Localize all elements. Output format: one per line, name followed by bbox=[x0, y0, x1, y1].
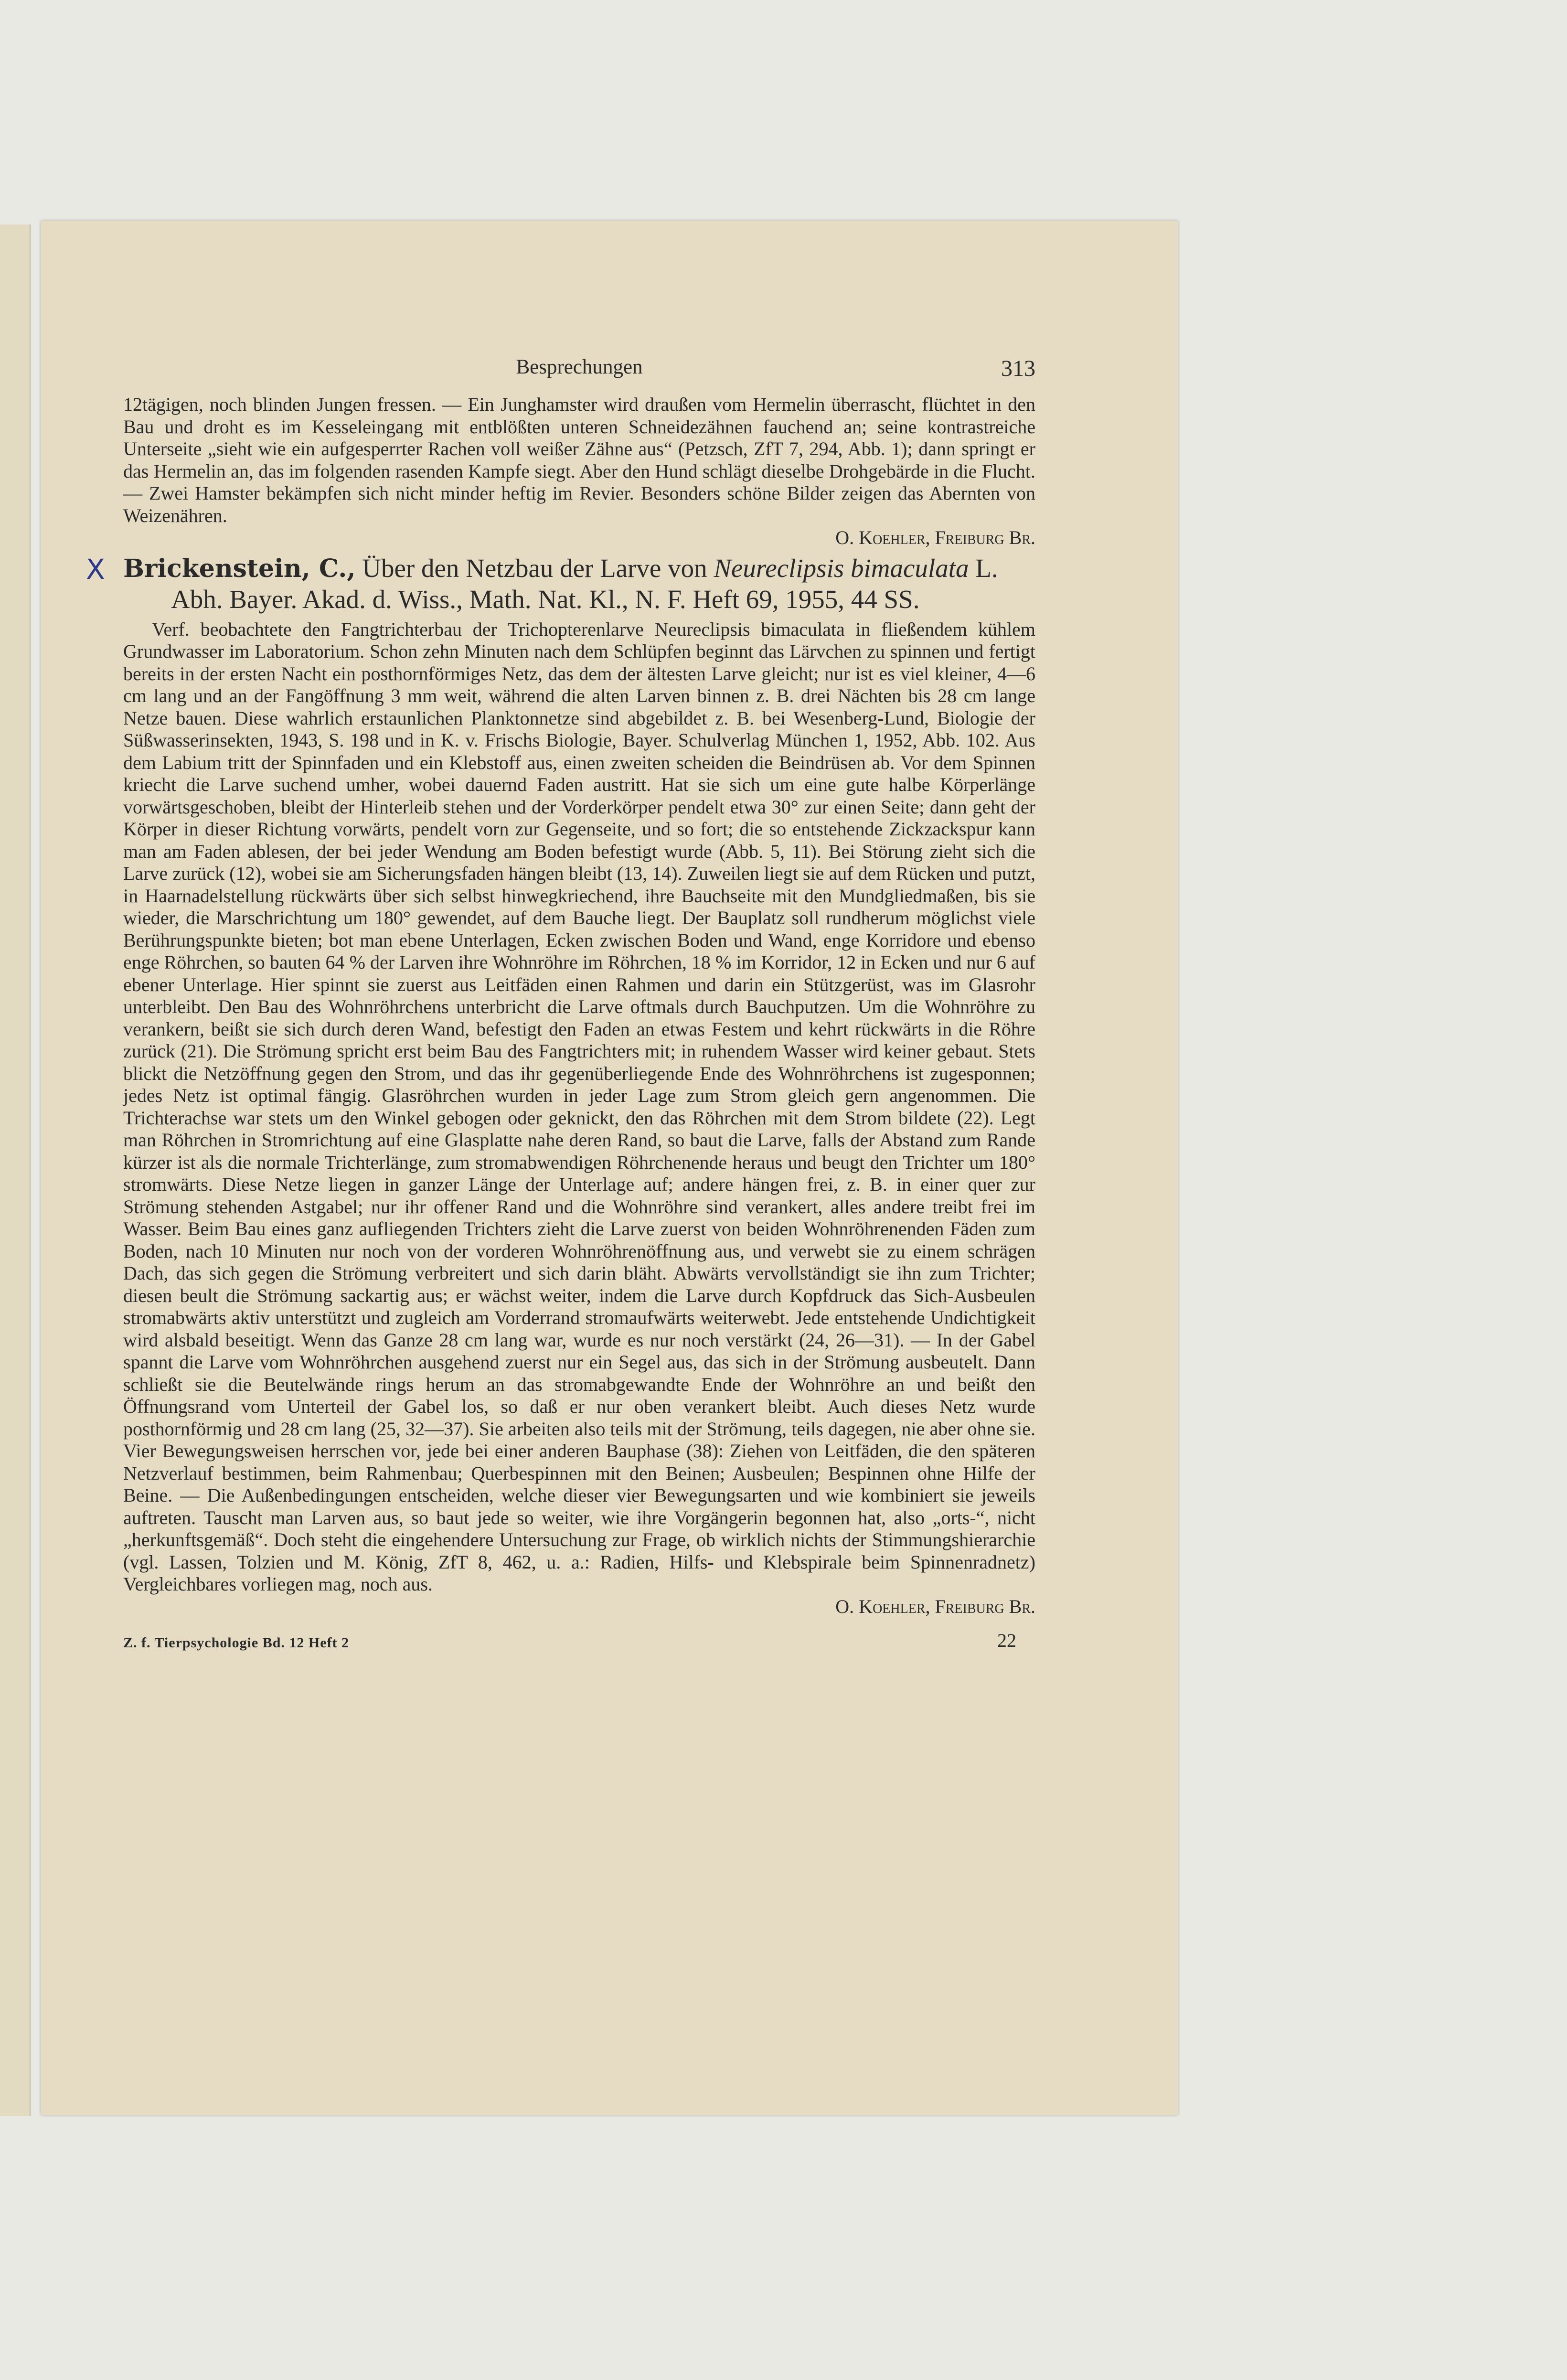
sheet-number: 22 bbox=[997, 1630, 1016, 1651]
review-heading bbox=[86, 553, 1035, 615]
page-footer bbox=[123, 1629, 1035, 1658]
review-text bbox=[123, 619, 1035, 1618]
previous-review-paragraph: 12tägigen, noch blinden Jungen fressen. — Ein Junghamster wird draußen vom Hermelin überrascht, flüchtet in den Bau und droht es im Kesseleingang mit entblößten unteren Schneidezähnen fauchend an; seine kontrastreiche Unterseite „sieht wie ein aufgesperrter Rachen voll weißer Zähne aus“ (Petzsch, ZfT 7, 294, Abb. 1); dann springt er das Hermelin an, das im folgenden rasenden Kampfe siegt. Aber den Hund schlägt dieselbe Drohgebärde in die Flucht. — Zwei Hamster bekämpfen sich nicht minder heftig im Revier. Besonders schöne Bilder zeigen das Abernten von Weizenähren. bbox=[123, 394, 1035, 526]
page-number: 313 bbox=[1001, 356, 1035, 381]
review-title-species: Neureclipsis bimaculata bbox=[714, 553, 969, 583]
page-header bbox=[123, 355, 1035, 394]
review-author: Brickenstein, C., bbox=[123, 554, 356, 583]
review-body: Verf. beobachtete den Fangtrichterbau der Trichopterenlarve Neureclipsis bimaculata in fließendem kühlem Grundwasser im Laboratorium. Schon zehn Minuten nach dem Schlüpfen beginnt das Lärvchen zu spinnen und fertigt bereits in der ersten Nacht ein posthornförmiges Netz, das dem der ältesten Larve gleicht; nur ist es viel kleiner, 4—6 cm lang und an der Fangöffnung 3 mm weit, während die alten Larven binnen z. B. drei Nächten bis 28 cm lange Netze bauen. Diese wahrlich erstaunlichen Planktonnetze sind abgebildet z. B. bei Wesenberg-Lund, Biologie der Süßwasserinsekten, 1943, S. 198 und in K. v. Frischs Biologie, Bayer. Schulverlag München 1, 1952, Abb. 102. Aus dem Labium tritt der Spinnfaden und ein Klebstoff aus, einen zweiten scheiden die Beindrüsen ab. Vor dem Spinnen kriecht die Larve suchend umher, wobei dauernd Faden austritt. Hat sie sich um eine gute halbe Körperlänge vorwärtsgeschoben, bleibt der Hinterleib stehen und der Vorderkörper pendelt etwa 30° zur einen Seite; dann geht der Körper in dieser Richtung vorwärts, pendelt vorn zur Gegenseite, und so fort; die so entstehende Zickzackspur kann man am Faden ablesen, der bei jeder Wendung am Boden befestigt wurde (Abb. 5, 11). Bei Störung zieht sich die Larve zurück (12), wobei sie am Sicherungsfaden hängen bleibt (13, 14). Zuweilen liegt sie auf dem Rücken und putzt, in Haarnadelstellung rückwärts über sich selbst hinwegkriechend, ihre Bauchseite mit den Mundgliedmaßen, bis sie wieder, die Marschrichtung um 180° gewendet, auf dem Bauche liegt. Der Bauplatz soll rundherum möglichst viele Berührungspunkte bieten; bot man ebene Unterlagen, Ecken zwischen Boden und Wand, enge Korridore und ebenso enge Röhrchen, so bauten 64 % der Larven ihre Wohnröhre im Röhrchen, 18 % im Korridor, 12 in Ecken und nur 6 auf ebener Unterlage. Hier spinnt sie zuerst aus Leitfäden einen Rahmen und darin ein Stützgerüst, was im Glasrohr unterbleibt. Den Bau des Wohnröhrchens unterbricht die Larve oftmals durch Bauchputzen. Um die Wohnröhre zu verankern, beißt sie sich durch deren Wand, befestigt den Faden an etwas Festem und kehrt rückwärts in die Röhre zurück (21). Die Strömung spricht erst beim Bau des Fangtrichters mit; in ruhendem Wasser wird keiner gebaut. Stets blickt die Netzöffnung gegen den Strom, und das ihr gegenüberliegende Ende des Wohnröhrchens ist zugesponnen; jedes Netz ist optimal fängig. Glasröhrchen wurden in jeder Lage zum Strom gleich gern angenommen. Die Trichterachse war stets um den Winkel gebogen oder geknickt, den das Röhrchen mit dem Strom bildete (22). Legt man Röhrchen in Stromrichtung auf eine Glasplatte nahe deren Rand, so baut die Larve, falls der Abstand zum Rande kürzer ist als die normale Trichterlänge, zum stromabwendigen Röhrchenende heraus und beugt den Trichter um 180° stromwärts. Diese Netze liegen in ganzer Länge der Unterlage auf; andere hängen frei, z. B. in einer quer zur Strömung stehenden Astgabel; nur ihr offener Rand und die Wohnröhre sind verankert, alles andere treibt frei im Wasser. Beim Bau eines ganz aufliegenden Trichters zieht die Larve zuerst von beiden Wohnröhrenenden Fäden zum Boden, nach 10 Minuten nur noch von der vorderen Wohnröhrenöffnung aus, und verwebt sie zu einem schrägen Dach, das sich gegen die Strömung verbreitert und sich darin bläht. Abwärts vervollständigt sie ihn zum Trichter; diesen beult die Strömung sackartig aus; er wächst weiter, indem die Larve durch Kopfdruck das Sich-Ausbeulen stromabwärts aktiv unterstützt und zugleich am Vorderrand stromaufwärts weiterwebt. Jede entstehende Undichtigkeit wird alsbald beseitigt. Wenn das Ganze 28 cm lang war, wurde es nur noch verstärkt (24, 26—31). — In der Gabel spannt die Larve vom Wohnröhrchen ausgehend zuerst nur ein Segel aus, das sich in der Strömung ausbeutelt. Dann schließt sie die Beutelwände rings herum an das stromabgewandte Ende der Wohnröhre an und beißt den Öffnungsrand vom Unterteil der Gabel los, so daß er nur oben verankert bleibt. Auch dieses Netz wurde posthornförmig und 28 cm lang (25, 32—37). Sie arbeiten also teils mit der Strömung, teils dagegen, nie aber ohne sie. Vier Bewegungsweisen herrschen vor, jede bei einer anderen Bauphase (38): Ziehen von Leitfäden, die den späteren Netzverlauf bestimmen, beim Rahmenbau; Querbespinnen mit den Beinen; Ausbeulen; Bespinnen ohne Hilfe der Beine. — Die Außenbedingungen entscheiden, welche dieser vier Bewegungsarten und wie kombiniert sie jeweils auftreten. Tauscht man Larven aus, so baut jede so weiter, wie ihre Vorgängerin begonnen hat, also „orts-“, nicht „herkunftsgemäß“. Doch steht die eingehendere Untersuchung zur Frage, ob wirklich nichts der Stimmungshierarchie (vgl. Lassen, Tolzien und M. König, ZfT 8, 462, u. a.: Radien, Hilfs- und Klebspirale beim Spinnenradnetz) Vergleichbares vorliegen mag, noch aus. bbox=[123, 618, 1035, 1595]
page-content bbox=[86, 355, 1035, 1658]
journal-page bbox=[41, 221, 1178, 2115]
previous-review-text bbox=[123, 394, 1035, 549]
review-source: Abh. Bayer. Akad. d. Wiss., Math. Nat. Kl., N. F. Heft 69, 1955, 44 SS. bbox=[171, 584, 920, 614]
review-title-tail: L. bbox=[969, 553, 998, 583]
review-title: Über den Netzbau der Larve von bbox=[355, 553, 714, 583]
review-signature: O. Koehler, Freiburg Br. bbox=[835, 1595, 1035, 1617]
previous-review-signature: O. Koehler, Freiburg Br. bbox=[835, 527, 1035, 548]
journal-reference: Z. f. Tierpsychologie Bd. 12 Heft 2 bbox=[123, 1635, 350, 1651]
adjacent-page-edge bbox=[0, 224, 31, 2116]
handwritten-x-mark: X bbox=[86, 553, 105, 586]
running-title: Besprechungen bbox=[516, 356, 643, 378]
